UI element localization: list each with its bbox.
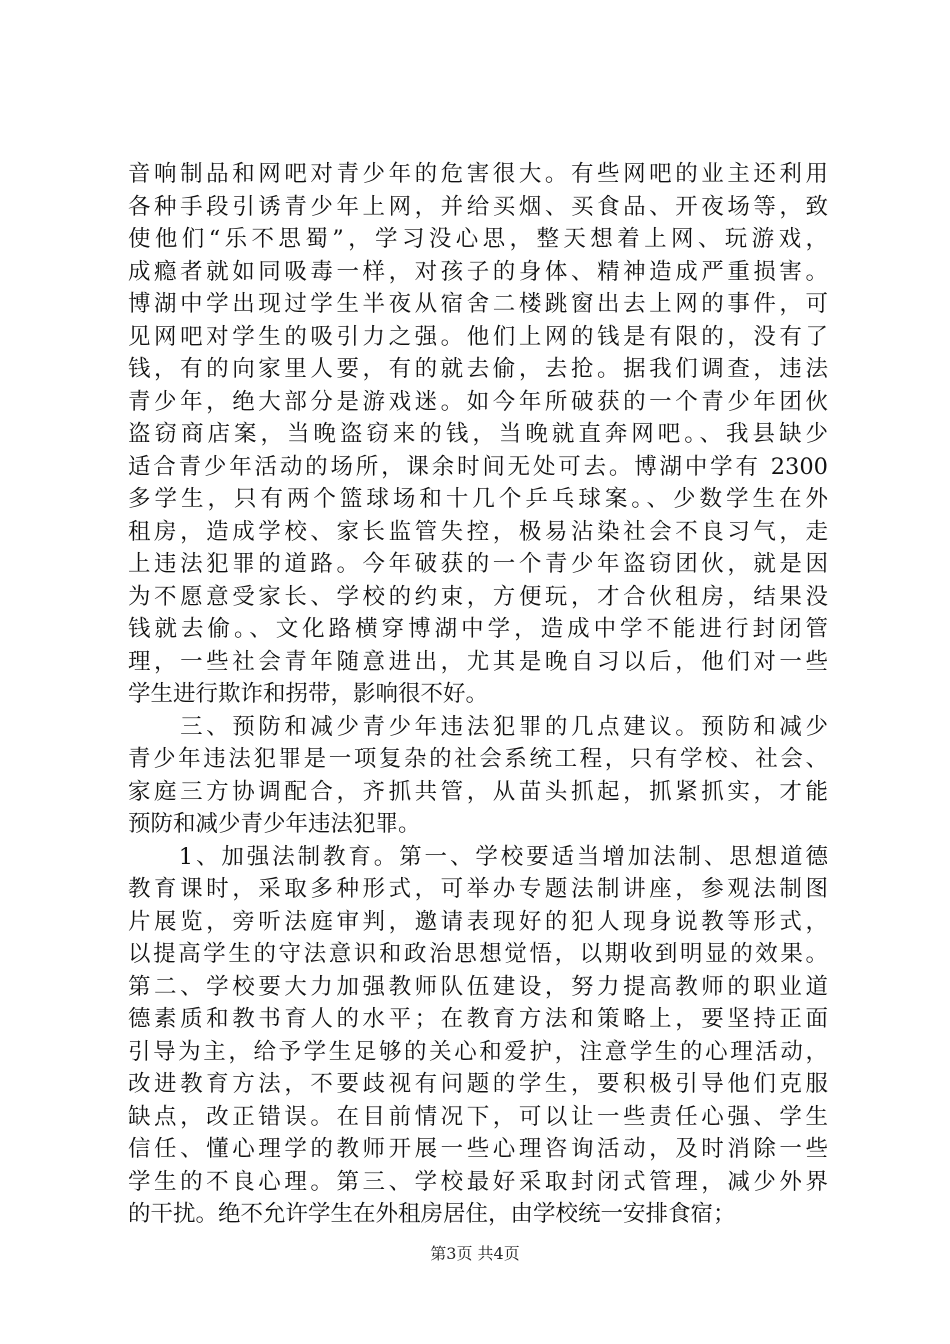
text-line: 见网吧对学生的吸引力之强。他们上网的钱是有限的，没有了 — [128, 323, 828, 350]
text-line: 第二、学校要大力加强教师队伍建设，努力提高教师的职业道 — [128, 973, 828, 1000]
text-line: 适合青少年活动的场所，课余时间无处可去。博湖中学有 2300 — [128, 453, 828, 480]
text-line: 盗窃商店案，当晚盗窃来的钱，当晚就直奔网吧。、我县缺少 — [128, 421, 828, 447]
text-line: 为不愿意受家长、学校的约束，方便玩，才合伙租房，结果没 — [128, 583, 828, 610]
text-line: 成瘾者就如同吸毒一样，对孩子的身体、精神造成严重损害。 — [128, 258, 828, 285]
text-line: 使他们“乐不思蜀”，学习没心思，整天想着上网、玩游戏， — [128, 226, 828, 252]
text-line: 学生进行欺诈和拐带，影响很不好。 — [128, 681, 489, 707]
text-line: 三、预防和减少青少年违法犯罪的几点建议。预防和减少 — [128, 713, 828, 740]
text-line: 信任、懂心理学的教师开展一些心理咨询活动，及时消除一些 — [128, 1136, 828, 1162]
text-line: 1、加强法制教育。第一、学校要适当增加法制、思想道德 — [128, 843, 828, 870]
text-line: 德素质和教书育人的水平；在教育方法和策略上，要坚持正面 — [128, 1006, 828, 1032]
text-line: 博湖中学出现过学生半夜从宿舍二楼跳窗出去上网的事件，可 — [128, 291, 828, 317]
body-text — [128, 158, 828, 1231]
text-line: 钱就去偷。、文化路横穿博湖中学，造成中学不能进行封闭管 — [128, 616, 828, 642]
text-line: 以提高学生的守法意识和政治思想觉悟，以期收到明显的效果。 — [128, 941, 828, 967]
text-line: 理，一些社会青年随意进出，尤其是晚自习以后，他们对一些 — [128, 648, 828, 675]
text-line: 缺点，改正错误。在目前情况下，可以让一些责任心强、学生 — [128, 1103, 828, 1130]
text-line: 青少年，绝大部分是游戏迷。如今年所破获的一个青少年团伙 — [128, 388, 828, 415]
text-line: 片展览，旁听法庭审判，邀请表现好的犯人现身说教等形式， — [128, 908, 828, 935]
text-line: 家庭三方协调配合，齐抓共管，从苗头抓起，抓紧抓实，才能 — [128, 778, 828, 805]
text-line: 教育课时，采取多种形式，可举办专题法制讲座，参观法制图 — [128, 876, 828, 902]
text-line: 各种手段引诱青少年上网，并给买烟、买食品、开夜场等，致 — [128, 193, 828, 220]
text-line: 的干扰。绝不允许学生在外租房居住，由学校统一安排食宿； — [128, 1201, 736, 1227]
text-line: 预防和减少青少年违法犯罪。 — [128, 811, 421, 837]
text-line: 上违法犯罪的道路。今年破获的一个青少年盗窃团伙，就是因 — [128, 551, 828, 577]
text-line: 引导为主，给予学生足够的关心和爱护，注意学生的心理活动， — [128, 1038, 828, 1065]
text-line: 多学生，只有两个篮球场和十几个乒乓球案。、少数学生在外 — [128, 486, 828, 512]
text-line: 学生的不良心理。第三、学校最好采取封闭式管理，减少外界 — [128, 1168, 828, 1195]
text-line: 钱，有的向家里人要，有的就去偷，去抢。据我们调查，违法 — [128, 356, 828, 382]
text-line: 改进教育方法，不要歧视有问题的学生，要积极引导他们克服 — [128, 1071, 828, 1097]
text-line: 租房，造成学校、家长监管失控，极易沾染社会不良习气，走 — [128, 518, 828, 545]
text-line: 音响制品和网吧对青少年的危害很大。有些网吧的业主还利用 — [128, 161, 828, 187]
page-footer: 第3页 共4页 — [430, 1244, 520, 1263]
text-line: 青少年违法犯罪是一项复杂的社会系统工程，只有学校、社会、 — [128, 746, 828, 772]
